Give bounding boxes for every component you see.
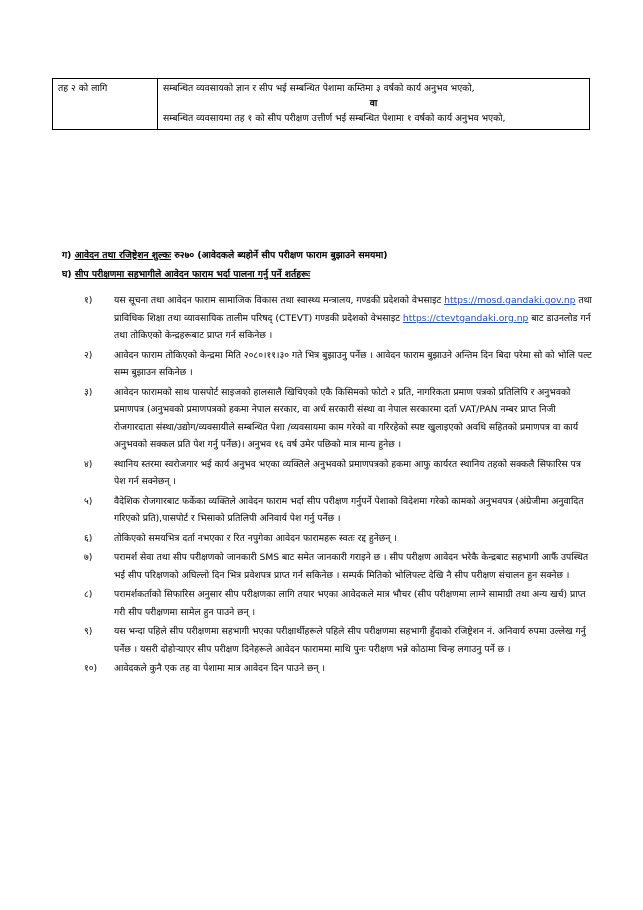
requirements-table <box>52 78 590 130</box>
list-item <box>84 530 594 548</box>
list-item <box>84 549 594 584</box>
item-number: २) <box>84 349 93 361</box>
item-number: ६) <box>84 532 93 544</box>
requirement-cell <box>158 79 590 130</box>
requirement-text-2: सम्बन्धित व्यवसायमा तह १ को सीप परीक्षण उत्तीर्ण भई सम्बन्धित पेशामा १ वर्षको कार्य अनुभव भएको, <box>163 113 506 124</box>
level-cell: तह २ को लागि <box>53 79 158 130</box>
mosd-website-link[interactable]: https://mosd.gandaki.gov.np <box>444 295 576 306</box>
conditions-heading-label: सीप परीक्षणमा सहभागीले आवेदन फाराम भर्दा पालना गर्नु पर्ने शर्तहरूः <box>74 269 311 280</box>
fee-detail: रु२७० (आवेदकले ब्यहोर्ने सीप परीक्षण फाराम बुझाउने समयमा) <box>174 250 388 261</box>
table-row <box>53 79 590 130</box>
list-item <box>84 456 594 491</box>
item-number: ९) <box>84 626 93 637</box>
conditions-list <box>84 292 594 680</box>
list-item <box>84 493 594 528</box>
item-text: यस सूचना तथा आवेदन फाराम सामाजिक विकास तथा स्वास्थ्य मन्त्रालय, गण्डकी प्रदेशको वेभसाइट <box>114 295 442 306</box>
list-item <box>84 384 594 454</box>
item-number: १) <box>84 295 93 306</box>
item-number: ७) <box>84 552 93 563</box>
fee-heading-label: आवेदन तथा रजिष्ट्रेशन शुल्कः <box>74 250 172 261</box>
section-marker: ग) <box>62 250 72 261</box>
item-number: ८) <box>84 589 93 600</box>
item-text: आवेदन फारामको साथ पासपोर्ट साइजको हालसालै खिचिएको एकै किसिमको फोटो २ प्रति, नागरिकता प्रमाण पत्रको प्रतिलिपि र अनुभवको प्रमाणपत्र (अनुभवको प्रमाणपत्रको हकमा नेपाल सरकार, वा अर्ध सरकारी संस्था वा नेपाल सरकारमा दर्ता VAT/PAN नम्बर प्राप्त निजी रोजगारदाता संस्था/उद्योग/व्यवसायीले सम्बन्धित पेशा /व्यवसायमा काम गरेको वा गरिरहेको स्पष्ट खुलाइएको अवधि सहितको प्रमाणपत्र वा कार्य अनुभवको सक्कल प्रति पेश गर्नु पर्नेछ)। अनुभव १६ वर्ष उमेर पछिको मात्र मान्य हुनेछ । <box>114 386 579 450</box>
item-number: ३) <box>84 386 93 398</box>
item-text: परामर्शकर्ताको सिफारिस अनुसार सीप परीक्षणका लागि तयार भएका आवेदकले मात्र भौचर (सीप परीक्षणमा लाग्ने सामाग्री तथा अन्य खर्च) प्राप्त गरी सीप परीक्षणमा सामेल हुन पाउने छन् । <box>114 589 586 618</box>
item-text: स्थानिय स्तरमा स्वरोजगार भई कार्य अनुभव भएका व्यक्तिले अनुभवको प्रमाणपत्रको हकमा आफु कार्यरत स्थानिय तहको सक्कलै सिफारिस पत्र पेश गर्न सक्नेछन् । <box>114 458 581 487</box>
section-marker: घ) <box>62 269 72 280</box>
item-text: तथा प्राविधिक शिक्षा तथा व्यावसायिक तालीम परिषद् (CTEVT) गण्डकी प्रदेशको वेभसाइट <box>114 295 592 324</box>
item-text: बाट डाउनलोड गर्न तथा तोकिएको केन्द्रहरूबाट प्राप्त गर्न सकिनेछ । <box>114 312 591 341</box>
ctevt-website-link[interactable]: https://ctevtgandaki.org.np <box>402 312 529 324</box>
list-item <box>84 586 594 621</box>
item-text: तोकिएको समयभित्र दर्ता नभएका र रित नपुगेका आवेदन फारामहरू स्वतः रद्द हुनेछन् । <box>114 532 397 544</box>
item-text: आवेदन फाराम तोकिएको केन्द्रमा मिति २०८०।११।३० गते भित्र बुझाउनु पर्नेछ । आवेदन फाराम बुझाउने अन्तिम दिन बिदा परेमा सो को भोलि पल्ट सम्म बुझाउन सकिनेछ । <box>114 349 592 378</box>
item-text: यस भन्दा पहिले सीप परीक्षणमा सहभागी भएका परीक्षार्थीहरूले पहिले सीप परीक्षणमा सहभागी हुँदाको रजिष्ट्रेशन नं. अनिवार्य रुपमा उल्लेख गर्नु पर्नेछ । यसरी दोहोऱ्याएर सीप परीक्षण दिनेहरूले आवेदन फाराममा माथि पुनः परीक्षण भन्ने कोठामा चिन्ह लगाउनु पर्ने छ । <box>114 626 586 655</box>
or-separator: वा <box>369 98 378 109</box>
section-conditions-heading <box>62 268 310 281</box>
list-item <box>84 660 594 678</box>
list-item <box>84 347 594 382</box>
item-number: ५) <box>84 495 93 507</box>
item-text: परामर्श सेवा तथा सीप परीक्षणको जानकारी SMS बाट समेत जानकारी गराइने छ । सीप परीक्षण आवेदन भरेकै केन्द्रबाट सहभागी आफैं उपस्थित भई सीप परिक्षणको अघिल्लो दिन भित्र प्रवेशपत्र प्राप्त गर्न सकिनेछ । सम्पर्क मितिको भोलिपल्ट देखि नै सीप परीक्षण संचालन हुन सक्नेछ । <box>114 552 589 581</box>
item-text: वैदेशिक रोजगारबाट फर्केका व्यक्तिले आवेदन फाराम भर्दा सीप परीक्षण गर्नुपर्ने पेशाको विदेशमा गरेको कामको अनुभवपत्र (अंग्रेजीमा अनुवादित गरिएको प्रति),पासपोर्ट र भिसाको प्रतिलिपी अनिवार्य पेश गर्नु पर्नेछ । <box>114 495 584 524</box>
item-number: १०) <box>84 663 98 674</box>
list-item <box>84 292 594 345</box>
requirement-text-1: सम्बन्धित व्यवसायको ज्ञान र सीप भई सम्बन्धित पेशामा कम्तिमा ३ वर्षको कार्य अनुभव भएको, <box>163 83 475 94</box>
item-number: ४) <box>84 458 93 470</box>
section-fee-heading <box>62 249 387 262</box>
list-item <box>84 623 594 658</box>
item-text: आवेदकले कुनै एक तह वा पेशामा मात्र आवेदन दिन पाउने छन् । <box>114 663 325 674</box>
